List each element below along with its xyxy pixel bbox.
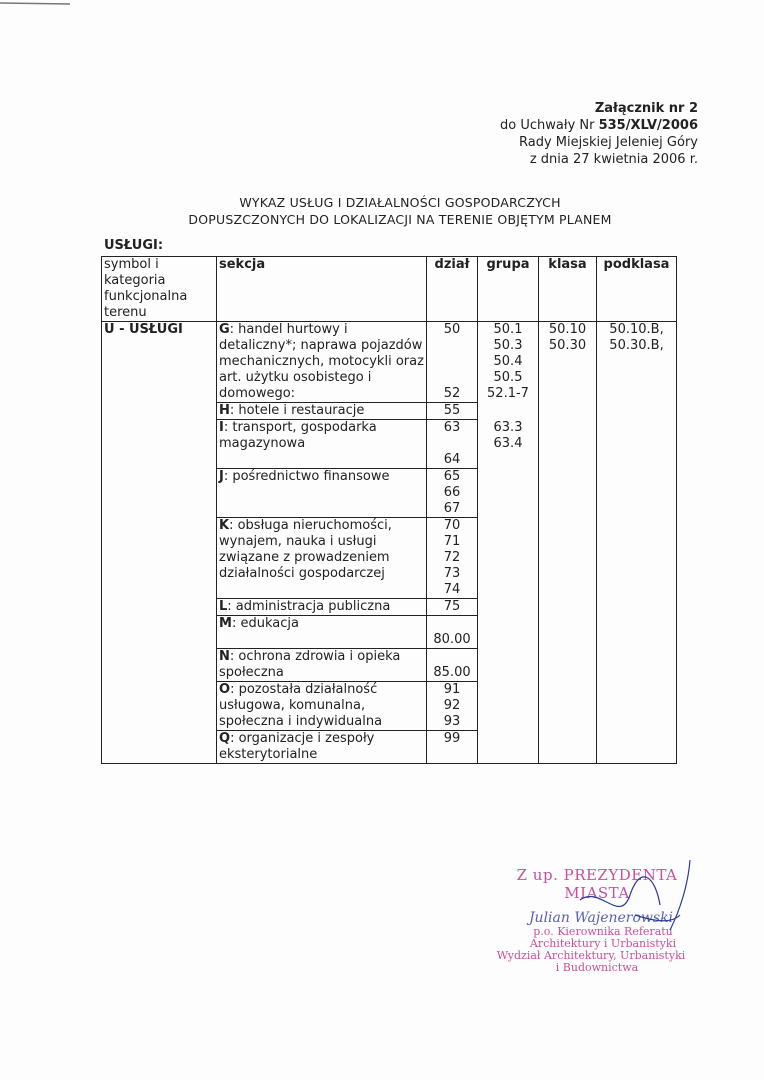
podklasa-cell — [597, 649, 677, 682]
podklasa-cell — [597, 420, 677, 469]
sekcja-cell — [217, 599, 427, 616]
dzial-cell: 99 — [427, 731, 478, 764]
section-code: L — [219, 599, 228, 614]
klasa-cell — [539, 616, 597, 649]
podklasa-cell — [597, 518, 677, 599]
document-title-line1: WYKAZ USŁUG I DZIAŁALNOŚCI GOSPODARCZYCH — [239, 195, 561, 210]
table-row — [102, 616, 677, 649]
attachment-number: Załącznik nr 2 — [594, 101, 698, 116]
klasa-cell — [539, 420, 597, 469]
table-row — [102, 469, 677, 518]
section-text: : organizacje i zespoły eksterytorialne — [219, 731, 375, 762]
grupa-cell — [478, 682, 539, 731]
section-label: USŁUGI: — [104, 238, 164, 253]
sekcja-cell — [217, 649, 427, 682]
stamp-line3: p.o. Kierownika Referatu — [533, 925, 673, 938]
table-header-row — [102, 257, 677, 322]
dzial-cell: 50 52 — [427, 322, 478, 403]
sekcja-cell — [217, 616, 427, 649]
section-code: O — [219, 682, 231, 697]
symbol-cell — [102, 518, 217, 599]
grupa-cell — [478, 518, 539, 599]
podklasa-cell — [597, 469, 677, 518]
dzial-cell: 63 64 — [427, 420, 478, 469]
section-code: G — [219, 322, 230, 337]
symbol-cell — [102, 322, 217, 403]
stamp-line5: Wydział Architektury, Urbanistyki — [496, 949, 686, 962]
section-code: K — [219, 518, 230, 533]
header-podklasa: podklasa — [597, 257, 677, 322]
table-row — [102, 403, 677, 420]
klasa-cell: 50.10 50.30 — [539, 322, 597, 403]
dzial-cell: 85.00 — [427, 649, 478, 682]
symbol-cell — [102, 469, 217, 518]
attachment-header — [500, 100, 698, 168]
symbol-cell — [102, 420, 217, 469]
symbol-cell — [102, 682, 217, 731]
section-text: : edukacja — [231, 616, 299, 631]
sekcja-cell — [217, 420, 427, 469]
document-title-line2: DOPUSZCZONYCH DO LOKALIZACJI NA TERENIE OBJĘTYM PLANEM — [188, 212, 612, 227]
section-text: : ochrona zdrowia i opieka społeczna — [219, 649, 401, 680]
table-row — [102, 682, 677, 731]
section-text: : transport, gospodarka magazynowa — [219, 420, 377, 451]
sekcja-cell — [217, 469, 427, 518]
dzial-cell: 75 — [427, 599, 478, 616]
klasa-cell — [539, 649, 597, 682]
table-row — [102, 420, 677, 469]
grupa-cell: 50.1 50.3 50.4 50.5 52.1-7 — [478, 322, 539, 403]
dzial-cell: 70 71 72 73 74 — [427, 518, 478, 599]
symbol-cell — [102, 403, 217, 420]
grupa-cell — [478, 469, 539, 518]
dzial-cell: 55 — [427, 403, 478, 420]
section-code: M — [219, 616, 232, 631]
klasa-cell — [539, 469, 597, 518]
date-line: z dnia 27 kwietnia 2006 r. — [529, 152, 698, 167]
header-grupa: grupa — [478, 257, 539, 322]
section-text: : pośrednictwo finansowe — [223, 469, 390, 484]
symbol-cell — [102, 616, 217, 649]
table-row — [102, 731, 677, 764]
symbol-cell — [102, 731, 217, 764]
section-code: H — [219, 403, 230, 418]
section-code: I — [219, 420, 224, 435]
table-row — [102, 649, 677, 682]
podklasa-cell: 50.10.B, 50.30.B, — [597, 322, 677, 403]
table-row — [102, 518, 677, 599]
section-code: N — [219, 649, 230, 664]
resolution-line — [500, 117, 698, 134]
symbol-cell — [102, 649, 217, 682]
podklasa-cell — [597, 403, 677, 420]
table-body — [102, 322, 677, 764]
council-line: Rady Miejskiej Jeleniej Góry — [519, 135, 698, 150]
services-table — [101, 256, 677, 764]
stamp-line1: Z up. PREZYDENTA MIASTA — [516, 866, 678, 902]
stamp-line4: Architektury i Urbanistyki — [529, 937, 677, 950]
grupa-cell — [478, 649, 539, 682]
sekcja-cell — [217, 682, 427, 731]
scan-artifact — [0, 0, 70, 8]
grupa-cell — [478, 731, 539, 764]
sekcja-cell — [217, 322, 427, 403]
podklasa-cell — [597, 616, 677, 649]
sekcja-cell — [217, 403, 427, 420]
podklasa-cell — [597, 599, 677, 616]
stamp-name: Julian Wajenerowski — [528, 910, 674, 926]
klasa-cell — [539, 518, 597, 599]
symbol-value: U - USŁUGI — [104, 322, 183, 337]
section-text: : administracja publiczna — [227, 599, 391, 614]
podklasa-cell — [597, 682, 677, 731]
klasa-cell — [539, 731, 597, 764]
klasa-cell — [539, 682, 597, 731]
header-sekcja: sekcja — [217, 257, 427, 322]
dzial-cell: 65 66 67 — [427, 469, 478, 518]
section-code: J — [219, 469, 224, 484]
dzial-cell: 91 92 93 — [427, 682, 478, 731]
handwritten-signature — [560, 855, 700, 935]
grupa-cell — [478, 616, 539, 649]
grupa-cell — [478, 403, 539, 420]
resolution-prefix: do Uchwały Nr — [500, 118, 599, 133]
sekcja-cell — [217, 518, 427, 599]
section-text: : obsługa nieruchomości, wynajem, nauka i usługi związane z prowadzeniem działalności gospodarczej — [219, 518, 392, 581]
stamp-line6: i Budownictwa — [555, 961, 639, 974]
resolution-number: 535/XLV/2006 — [598, 118, 698, 133]
section-text: : hotele i restauracje — [229, 403, 365, 418]
table-row — [102, 599, 677, 616]
dzial-cell: 80.00 — [427, 616, 478, 649]
grupa-cell — [478, 599, 539, 616]
header-symbol: symbol i kategoria funkcjonalna terenu — [102, 257, 217, 322]
header-dzial: dział — [427, 257, 478, 322]
section-code: Q — [219, 731, 231, 746]
klasa-cell — [539, 403, 597, 420]
table-row — [102, 322, 677, 403]
sekcja-cell — [217, 731, 427, 764]
grupa-cell: 63.3 63.4 — [478, 420, 539, 469]
section-text: : handel hurtowy i detaliczny*; naprawa pojazdów mechanicznych, motocykli oraz art. użytku osobistego i domowego: — [219, 322, 424, 401]
section-text: : pozostała działalność usługowa, komunalna, społeczna i indywidualna — [219, 682, 383, 729]
podklasa-cell — [597, 731, 677, 764]
klasa-cell — [539, 599, 597, 616]
header-klasa: klasa — [539, 257, 597, 322]
symbol-cell — [102, 599, 217, 616]
